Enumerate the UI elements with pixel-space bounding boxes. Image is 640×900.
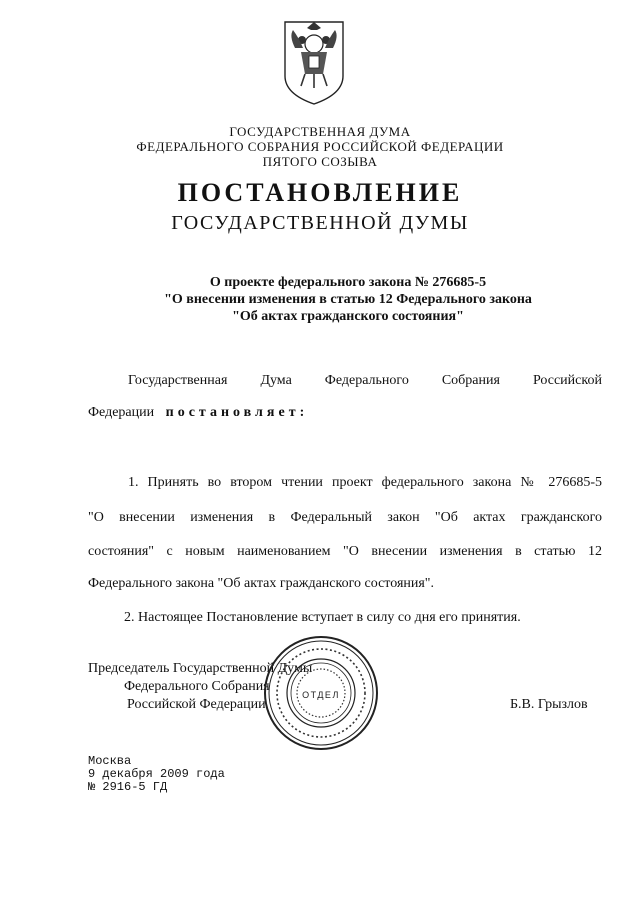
preamble-line-1	[128, 372, 602, 390]
preamble-decrees: постановляет:	[165, 405, 309, 420]
preamble-word: Федерального	[324, 373, 409, 388]
preamble-word: Государственная	[128, 373, 228, 388]
signatory-role-line-1: Председатель Государственной Думы	[88, 661, 313, 676]
stamp-center-text: ОТДЕЛ	[302, 690, 340, 700]
header-line-3: ПЯТОГО СОЗЫВА	[262, 154, 378, 169]
header-line-1: ГОСУДАРСТВЕННАЯ ДУМА	[229, 124, 411, 139]
document-title: ПОСТАНОВЛЕНИЕ	[177, 178, 463, 207]
document-subtitle: ГОСУДАРСТВЕННОЙ ДУМЫ	[171, 212, 469, 234]
coat-of-arms-icon	[281, 18, 347, 106]
item1-line-2: "О внесении изменения в Федеральный закон "Об актах гражданского	[88, 510, 602, 525]
signatory-role-line-2: Федерального Собрания	[124, 679, 270, 694]
item2: 2. Настоящее Постановление вступает в силу со дня его принятия.	[124, 610, 521, 625]
subject-line-3: "Об актах гражданского состояния"	[232, 309, 464, 324]
header-line-2: ФЕДЕРАЛЬНОГО СОБРАНИЯ РОССИЙСКОЙ ФЕДЕРАЦИИ	[136, 139, 504, 154]
round-seal-stamp	[262, 634, 380, 752]
preamble-word: Собрания	[441, 373, 500, 388]
preamble-word: Дума	[260, 373, 292, 388]
signatory-name: Б.В. Грызлов	[510, 697, 588, 712]
item1-line-1: 1. Принять во втором чтении проект федерального закона № 276685-5	[128, 475, 602, 490]
preamble-federation: Федерации	[88, 405, 155, 420]
signatory-role-line-3: Российской Федерации	[127, 697, 266, 712]
item1-line-4: Федерального закона "Об актах гражданского состояния".	[88, 576, 435, 591]
subject-line-2: "О внесении изменения в статью 12 Федерального закона	[164, 292, 532, 307]
item1-line-3: состояния" с новым наименованием "О внесении изменения в статью 12	[88, 544, 602, 559]
subject-line-1: О проекте федерального закона № 276685-5	[209, 275, 487, 290]
preamble-line-2	[88, 404, 308, 422]
footer-date: 9 декабря 2009 года	[88, 767, 225, 781]
preamble-word: Российской	[532, 373, 602, 388]
footer-number: № 2916-5 ГД	[88, 780, 168, 794]
footer-city: Москва	[88, 754, 132, 768]
